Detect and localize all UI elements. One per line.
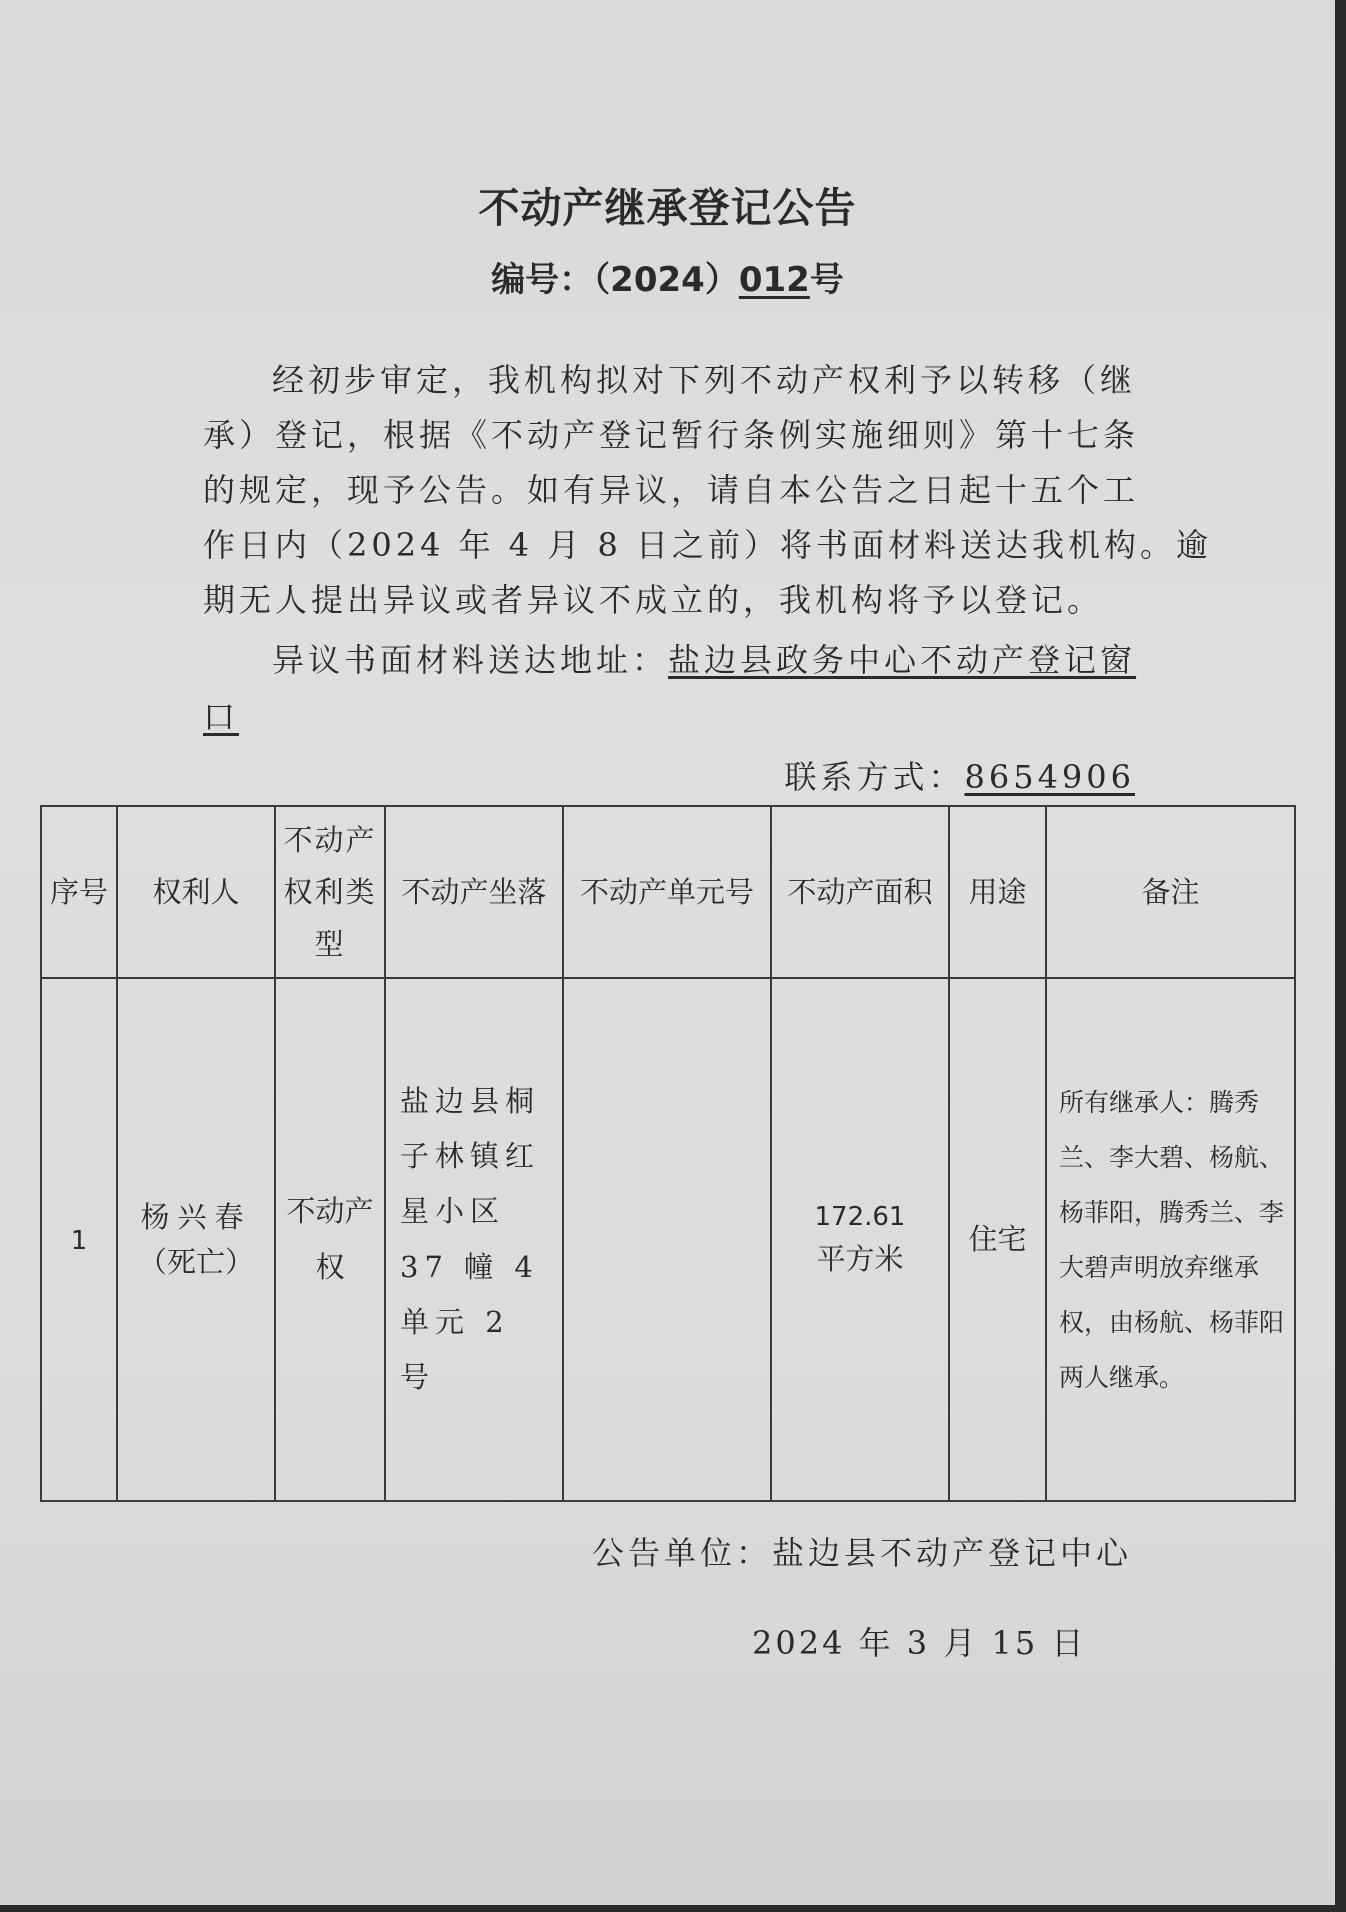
notice-title: 不动产继承登记公告 (478, 184, 857, 232)
document-number-value: 012 (738, 260, 810, 300)
area-value: 172.61 (814, 1201, 906, 1232)
header-index: 序号 (41, 806, 117, 978)
cell-location: 盐边县桐子林镇红星小区 37 幢 4 单元 2 号 (385, 978, 563, 1501)
header-right-type: 不动产权利类型 (275, 806, 385, 978)
header-remark: 备注 (1046, 806, 1295, 978)
cell-usage: 住宅 (949, 978, 1046, 1501)
holder-note: （死亡） (137, 1244, 254, 1279)
cell-holder (117, 978, 275, 1501)
cell-unit-no (563, 978, 771, 1501)
header-holder: 权利人 (117, 806, 275, 978)
cell-right-type: 不动产权 (275, 978, 385, 1501)
table-row (41, 978, 1295, 1501)
cell-index-value: 1 (70, 1226, 88, 1257)
header-location: 不动产坐落 (385, 806, 563, 978)
document-number-suffix: 号 (809, 260, 844, 300)
area-unit: 平方米 (816, 1242, 904, 1277)
document-number-prefix: 编号：（2024） (491, 260, 739, 300)
body-line-2: 承）登记，根据《不动产登记暂行条例实施细则》第十七条 (203, 416, 1140, 454)
header-unit-no: 不动产单元号 (563, 806, 771, 978)
body-line-4: 作日内（2024 年 4 月 8 日之前）将书面材料送达我机构。逾 (203, 526, 1213, 564)
holder-name: 杨兴春 (140, 1199, 252, 1234)
objection-address-value: 盐边县政务中心不动产登记窗 (668, 641, 1137, 679)
body-line-5: 期无人提出异议或者异议不成立的，我机构将予以登记。 (203, 581, 1104, 619)
issue-date: 2024 年 3 月 15 日 (752, 1624, 1087, 1662)
objection-address-label: 异议书面材料送达地址： (272, 641, 669, 679)
objection-address-cont (203, 692, 239, 738)
table-header-row (41, 806, 1295, 978)
cell-index (41, 978, 117, 1501)
header-area: 不动产面积 (771, 806, 949, 978)
cell-remark: 所有继承人：腾秀兰、李大碧、杨航、杨菲阳，腾秀兰、李大碧声明放弃继承权，由杨航、杨菲阳两人继承。 (1046, 978, 1295, 1501)
objection-address (272, 635, 1136, 681)
contact-label: 联系方式： (784, 758, 965, 796)
header-usage: 用途 (949, 806, 1046, 978)
contact-value: 8654906 (964, 758, 1135, 796)
body-line-3: 的规定，现予公告。如有异议，请自本公告之日起十五个工 (203, 471, 1140, 509)
registration-table (40, 805, 1296, 1502)
contact-info (784, 752, 1135, 798)
document-number (0, 252, 1335, 301)
body-line-1: 经初步审定，我机构拟对下列不动产权利予以转移（继 (272, 361, 1137, 399)
cell-area (771, 978, 949, 1501)
objection-address-value-cont: 口 (203, 698, 240, 736)
issuing-unit: 公告单位：盐边县不动产登记中心 (592, 1534, 1133, 1572)
